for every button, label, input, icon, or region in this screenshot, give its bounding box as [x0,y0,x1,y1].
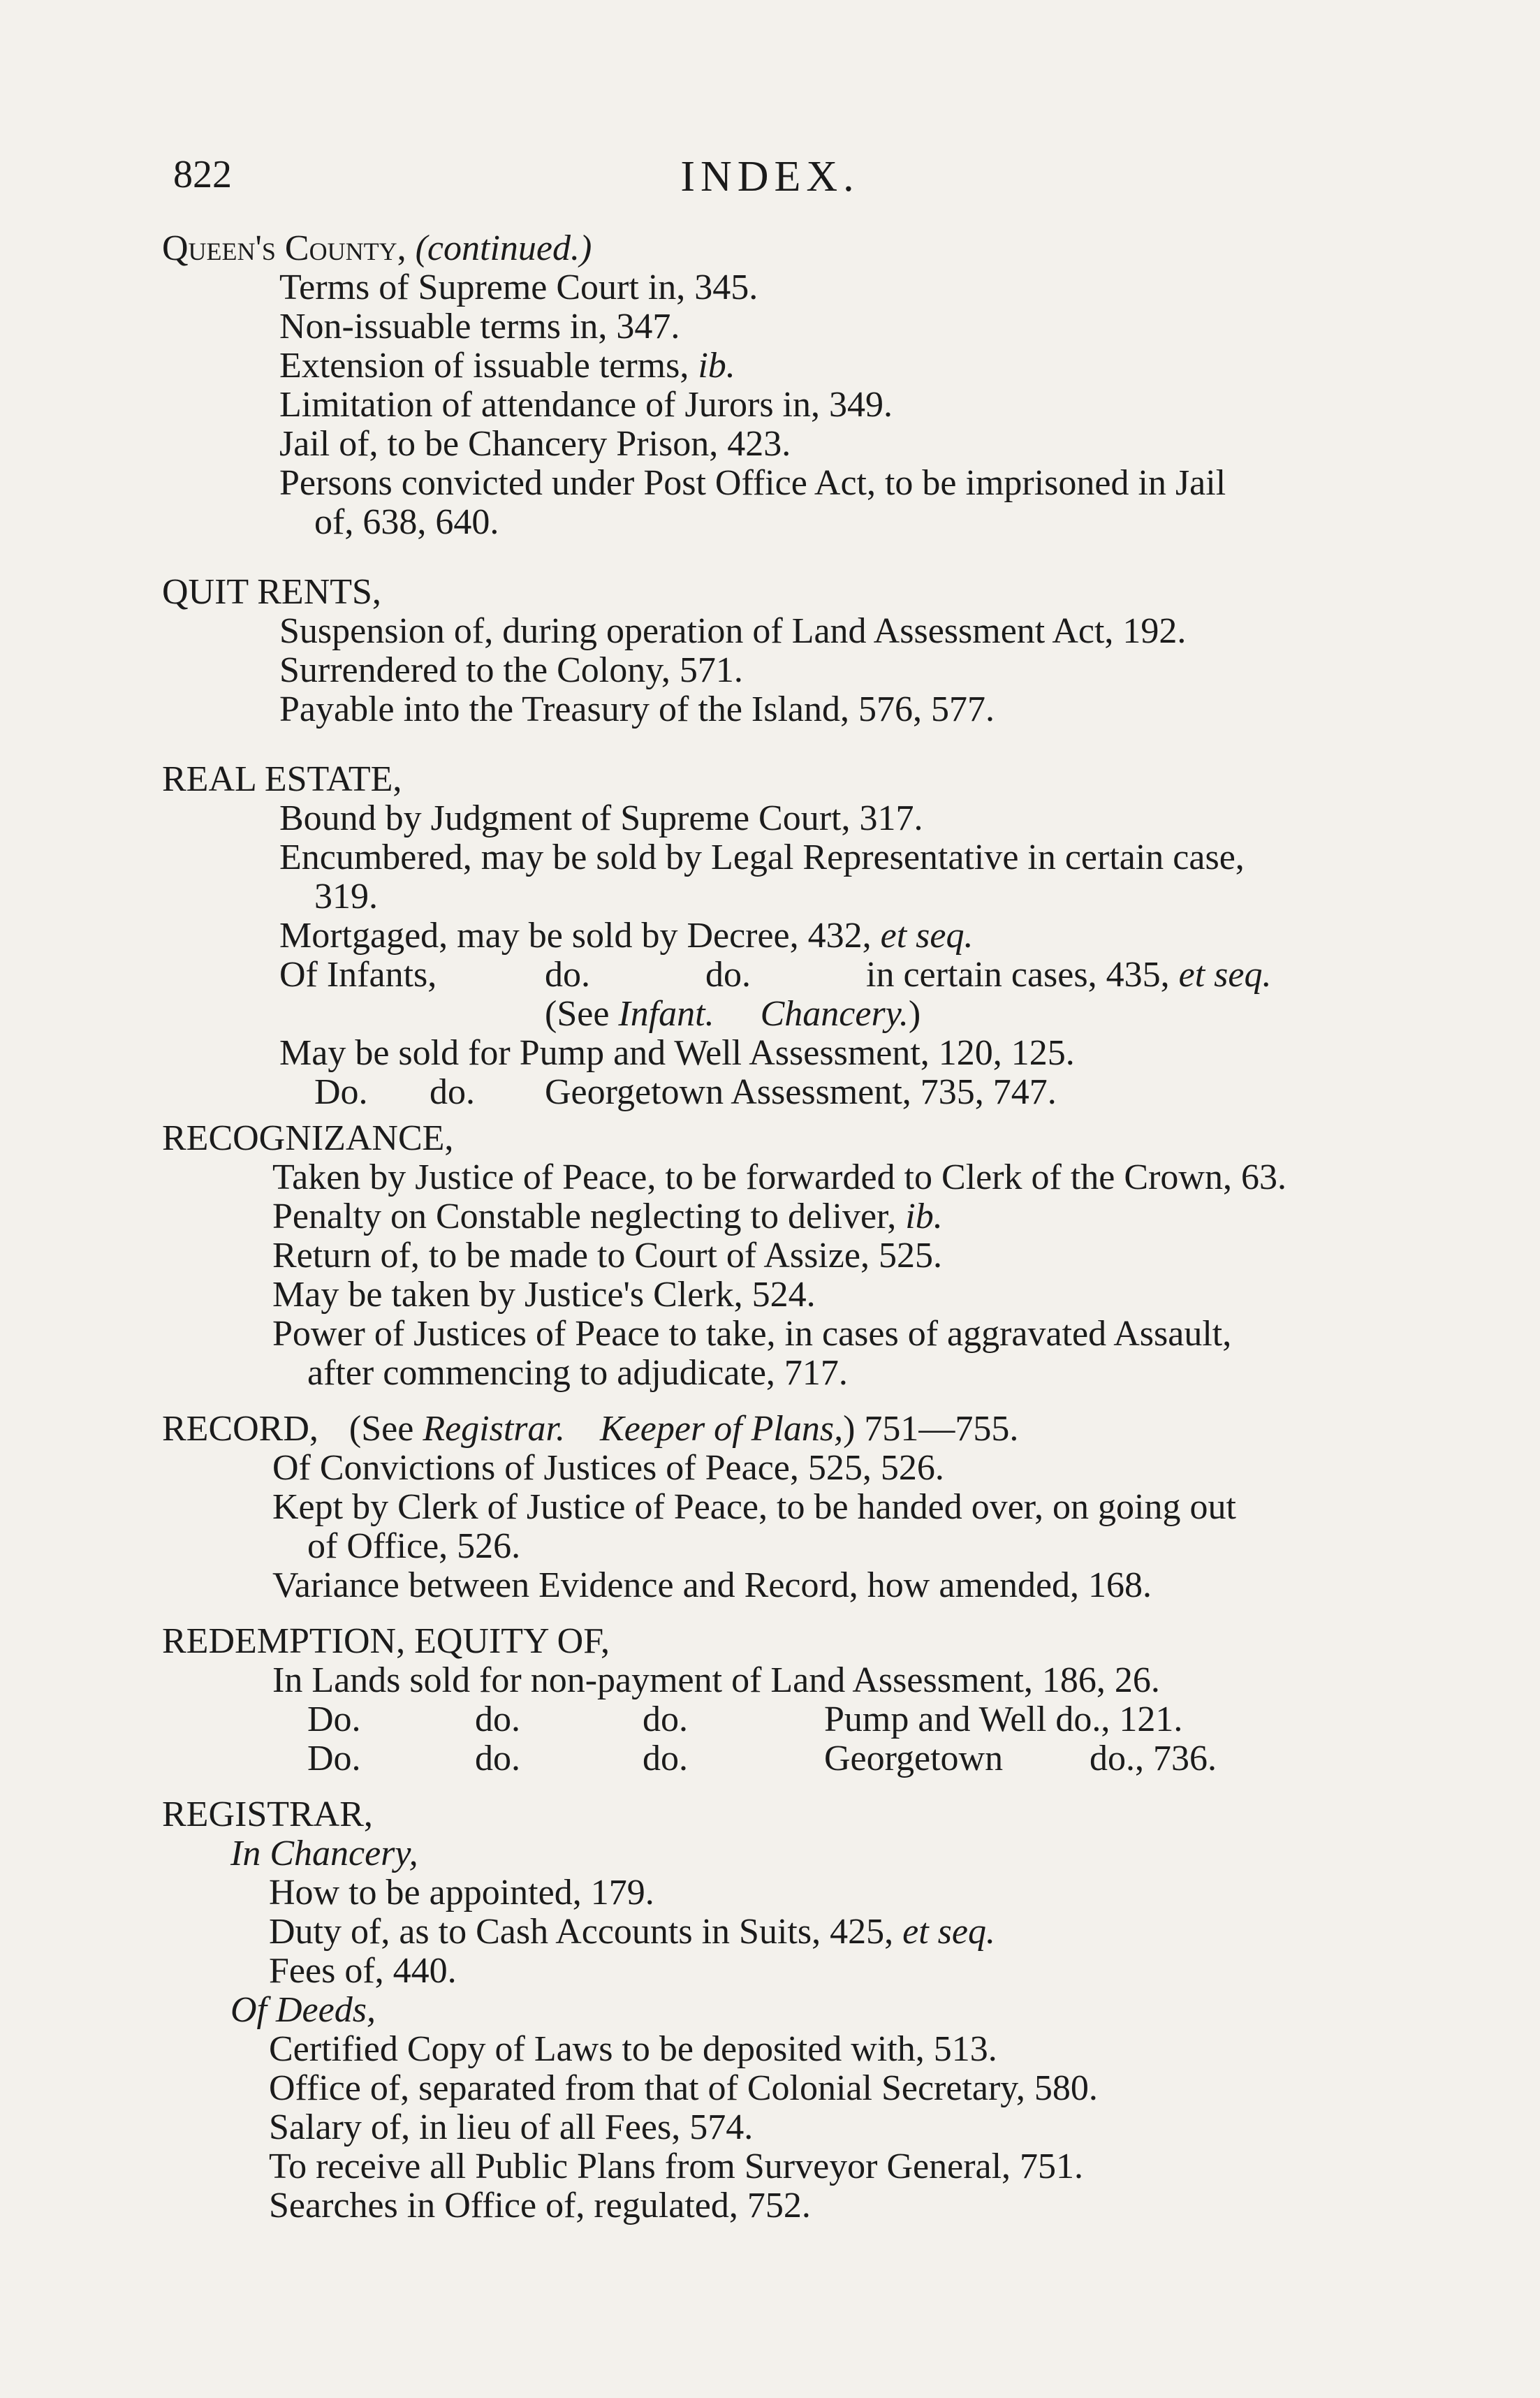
page-header [0,152,1540,208]
list-item-continued: after commencing to adjudicate, 717. [307,1353,848,1393]
list-item: Non-issuable terms in, 347. [279,307,680,346]
list-item: Salary of, in lieu of all Fees, 574. [269,2107,754,2147]
entry-heading: REGISTRAR, [162,1794,373,1834]
list-item: Surrendered to the Colony, 571. [279,650,743,690]
item-text: Georgetown [824,1739,1004,1778]
list-item [0,1738,1540,1780]
entry-heading [162,228,592,270]
ditto: do. [705,955,751,995]
item-text: Of Infants, [279,955,437,995]
list-item: Return of, to be made to Court of Assize, 525. [272,1236,942,1275]
list-item [0,1699,1540,1741]
list-item: Suspension of, during operation of Land Assessment Act, 192. [279,611,1187,651]
item-text: do., 736. [1090,1739,1217,1778]
item-ref: ib. [905,1197,943,1236]
list-item: Office of, separated from that of Colonial Secretary, 580. [269,2068,1098,2108]
list-item: Terms of Supreme Court in, 345. [279,268,758,307]
list-item: To receive all Public Plans from Surveyor General, 751. [269,2147,1084,2186]
item-text: Mortgaged, may be sold by Decree, 432, [279,916,872,956]
entry-heading: REAL ESTATE, [162,759,402,799]
ditto: Do. [314,1072,368,1112]
list-item [0,1072,1540,1113]
ditto: do. [475,1699,520,1739]
list-item [272,1196,943,1238]
item-text [866,954,1271,996]
heading-text: RECORD, [162,1409,318,1449]
item-text-part: in certain cases, 435, [866,955,1170,995]
list-item: Taken by Justice of Peace, to be forwarded to Clerk of the Crown, 63. [272,1157,1286,1197]
list-item-continued: 319. [314,877,378,916]
item-text: Penalty on Constable neglecting to deliver, [272,1197,897,1236]
see-label: (See [349,1409,414,1449]
list-item: Of Convictions of Justices of Peace, 525, 526. [272,1448,944,1488]
page-title: INDEX. [680,153,860,200]
ditto: do. [430,1072,475,1112]
item-text: Duty of, as to Cash Accounts in Suits, 425, [269,1912,894,1952]
list-item: Searches in Office of, regulated, 752. [269,2186,811,2225]
heading-note: (continued.) [415,228,592,268]
see-ref: Chancery. [760,994,909,1034]
list-item: May be taken by Justice's Clerk, 524. [272,1275,816,1315]
list-item [279,915,973,957]
ditto: do. [643,1699,688,1739]
entry-heading [162,1408,1018,1450]
entry-heading: RECOGNIZANCE, [162,1118,454,1158]
cross-reference [545,993,921,1035]
list-item: Fees of, 440. [269,1951,457,1991]
list-item: Persons convicted under Post Office Act, to be imprisoned in Jail [279,463,1226,503]
list-item: Power of Justices of Peace to take, in cases of aggravated Assault, [272,1314,1232,1354]
item-text: Pump and Well do., 121. [824,1699,1183,1739]
item-text: Georgetown Assessment, 735, 747. [545,1072,1057,1112]
item-ref: et seq. [880,916,974,956]
see-label: (See [545,994,610,1034]
list-item: Encumbered, may be sold by Legal Representative in certain case, [279,838,1245,877]
ditto: do. [475,1739,520,1778]
item-ref: et seq. [902,1912,995,1952]
list-item: How to be appointed, 179. [269,1873,654,1913]
heading-text: Queen's County, [162,228,406,268]
item-text: Extension of issuable terms, [279,346,689,386]
list-item [0,954,1540,996]
item-ref: et seq. [1178,955,1272,995]
see-close: ) [908,994,921,1034]
ditto: Do. [307,1699,361,1739]
list-item: Jail of, to be Chancery Prison, 423. [279,424,791,464]
subheading: In Chancery, [230,1834,418,1873]
see-close: ) 751—755. [843,1409,1019,1449]
list-item [279,345,735,387]
list-item-continued: of Office, 526. [307,1526,521,1566]
list-item: Variance between Evidence and Record, how amended, 168. [272,1565,1152,1605]
see-ref: Infant. [618,994,714,1034]
ditto: do. [545,955,590,995]
subheading: Of Deeds, [230,1990,376,2030]
list-item [269,1911,995,1953]
entry-heading: QUIT RENTS, [162,572,381,612]
see-ref: Keeper of Plans, [600,1409,844,1449]
ditto: Do. [307,1739,361,1778]
list-item: Certified Copy of Laws to be deposited with, 513. [269,2029,997,2069]
entry-heading: REDEMPTION, EQUITY OF, [162,1621,610,1661]
ditto: do. [643,1739,688,1778]
list-item: Limitation of attendance of Jurors in, 349. [279,385,893,425]
list-item-continued: of, 638, 640. [314,502,499,542]
list-item: In Lands sold for non-payment of Land Assessment, 186, 26. [272,1660,1160,1700]
list-item: Bound by Judgment of Supreme Court, 317. [279,798,923,838]
list-item: May be sold for Pump and Well Assessment, 120, 125. [279,1033,1075,1073]
item-ref: ib. [698,346,735,386]
list-item: Kept by Clerk of Justice of Peace, to be handed over, on going out [272,1487,1236,1527]
page-number: 822 [173,153,232,196]
list-item: Payable into the Treasury of the Island, 576, 577. [279,689,995,729]
see-ref: Registrar. [423,1409,566,1449]
